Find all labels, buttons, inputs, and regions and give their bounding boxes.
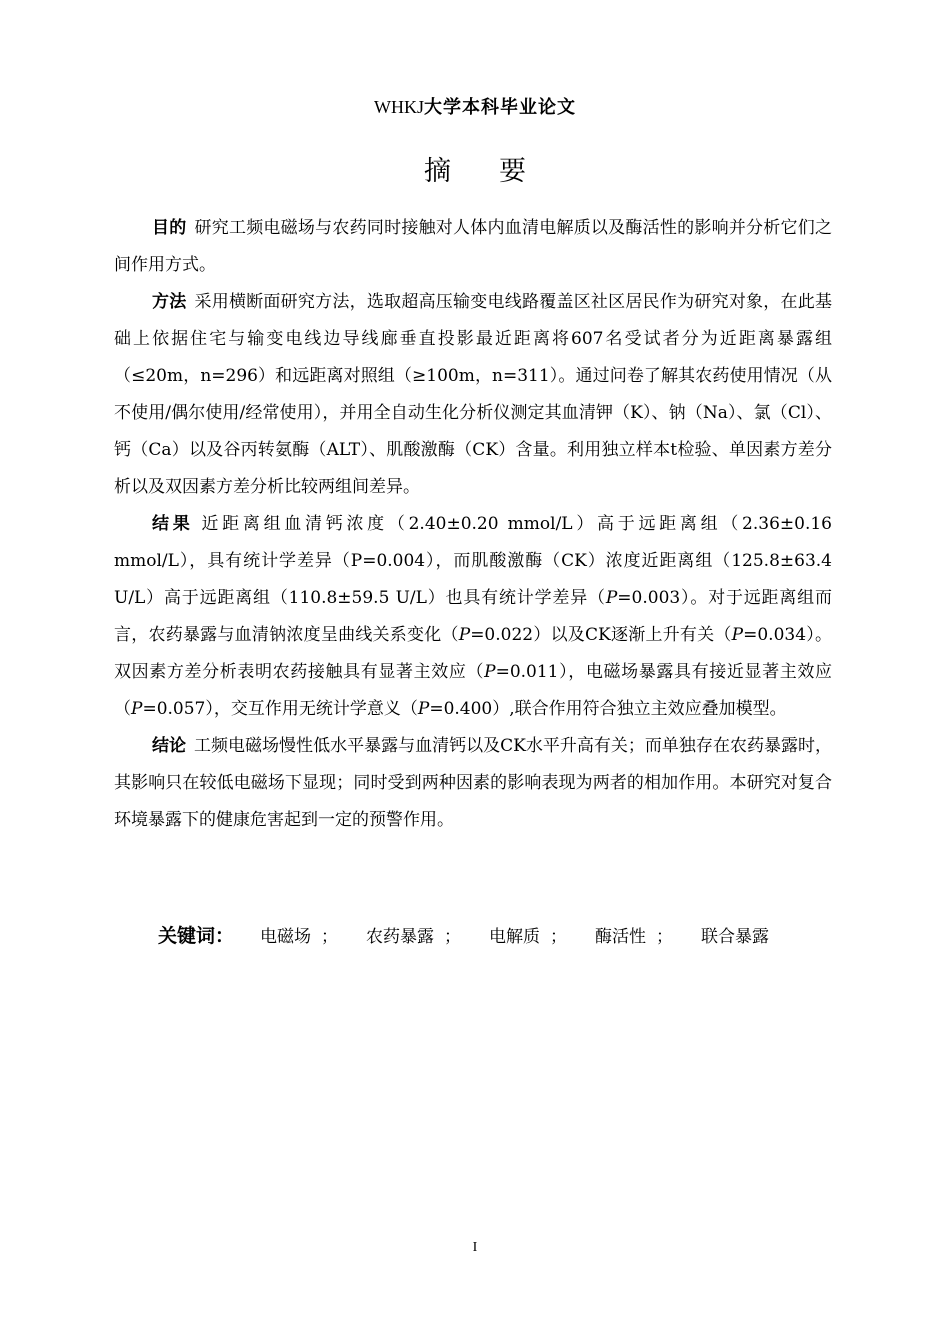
abstract-body xyxy=(114,210,832,839)
conclusion-paragraph xyxy=(114,728,832,839)
result-text: =0.057），交互作用无统计学意义（ xyxy=(142,699,418,719)
keyword: 联合暴露 xyxy=(701,927,770,947)
keyword-separator: ； xyxy=(444,927,462,947)
p-symbol: P xyxy=(731,625,744,645)
purpose-label: 目的 xyxy=(152,218,187,238)
page-number: I xyxy=(472,1240,478,1255)
result-paragraph xyxy=(114,506,832,728)
result-text: =0.011），电磁场暴露具有接近显著主效应（ xyxy=(114,662,832,719)
result-text: =0.034）。双因素方差分析表明农药接触具有显著主效应（ xyxy=(114,625,832,682)
purpose-text: 研究工频电磁场与农药同时接触对人体内血清电解质以及酶活性的影响并分析它们之间作用方式。 xyxy=(114,218,833,275)
p-symbol: P xyxy=(484,662,496,682)
method-paragraph xyxy=(114,284,832,506)
keyword-separator: ； xyxy=(656,927,674,947)
keyword: 电磁场 xyxy=(260,927,312,947)
p-symbol: P xyxy=(131,699,143,719)
result-text: 近距离组血清钙浓度（2.40±0.20 mmol/L）高于远距离组（2.36±0.16 mmol/L），具有统计学差异（P=0.004），而肌酸激酶（CK）浓度近距离组（125.8±63.4 U/L）高于远距离组（110.8±59.5 U/L）也具有统计学差异（ xyxy=(114,514,832,608)
keywords-label: 关键词： xyxy=(158,925,235,947)
result-label: 结果 xyxy=(152,514,194,534)
purpose-paragraph xyxy=(114,210,832,284)
result-text: =0.400）,联合作用符合独立主效应叠加模型。 xyxy=(429,699,787,719)
keyword: 农药暴露 xyxy=(366,927,435,947)
conclusion-text: 工频电磁场慢性低水平暴露与血清钙以及CK水平升高有关；而单独存在农药暴露时，其影响只在较低电磁场下显现；同时受到两种因素的影响表现为两者的相加作用。本研究对复合环境暴露下的健康危害起到一定的预警作用。 xyxy=(114,736,832,830)
header-title: 大学本科毕业论文 xyxy=(424,97,576,118)
keywords-line xyxy=(158,918,858,955)
abstract-title: 摘要 xyxy=(424,156,574,187)
p-symbol: P xyxy=(605,588,618,608)
result-text: =0.003）。对于远距离组而言，农药暴露与血清钠浓度呈曲线关系变化（ xyxy=(114,588,832,645)
p-symbol: P xyxy=(417,699,430,719)
keyword-separator: ； xyxy=(550,927,568,947)
keyword: 酶活性 xyxy=(595,927,647,947)
conclusion-label: 结论 xyxy=(152,736,187,756)
p-symbol: P xyxy=(458,625,471,645)
keyword: 电解质 xyxy=(489,927,541,947)
method-label: 方法 xyxy=(152,292,187,312)
thesis-header xyxy=(0,94,950,121)
result-text: =0.022）以及CK逐渐上升有关（ xyxy=(470,625,732,645)
header-latin: WHKJ xyxy=(374,97,424,117)
method-text: 采用横断面研究方法，选取超高压输变电线路覆盖区社区居民作为研究对象，在此基础上依据住宅与输变电线边导线廊垂直投影最近距离将607名受试者分为近距离暴露组（≤20m，n=296）和远距离对照组（≥100m，n=311）。通过问卷了解其农药使用情况（从不使用/偶尔使用/经常使用），并用全自动生化分析仪测定其血清钾（K）、钠（Na）、氯（Cl）、钙（Ca）以及谷丙转氨酶（ALT）、肌酸激酶（CK）含量。利用独立样本t检验、单因素方差分析以及双因素方差分析比较两组间差异。 xyxy=(114,292,833,497)
keyword-separator: ； xyxy=(321,927,339,947)
